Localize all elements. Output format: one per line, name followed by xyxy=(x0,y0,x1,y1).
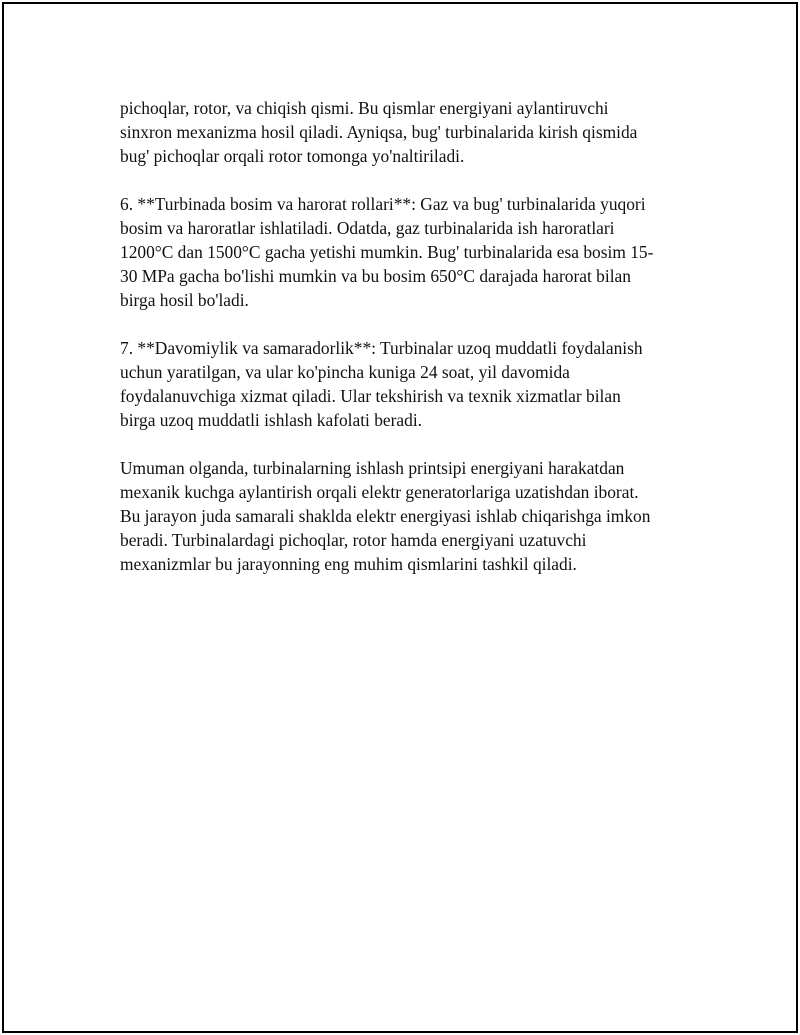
text-line: 30 MPa gacha bo'lishi mumkin va bu bosim 650°C darajada harorat bilan xyxy=(120,266,631,286)
text-line: birga uzoq muddatli ishlash kafolati beradi. xyxy=(120,410,423,430)
paragraph-conclusion xyxy=(120,456,700,576)
text-line: foydalanuvchiga xizmat qiladi. Ular tekshirish va texnik xizmatlar bilan xyxy=(120,386,621,406)
text-line: uchun yaratilgan, va ular ko'pincha kuniga 24 soat, yil davomida xyxy=(120,362,570,382)
text-line: birga hosil bo'ladi. xyxy=(120,290,249,310)
page-frame xyxy=(2,2,798,1033)
paragraph-durability-efficiency xyxy=(120,336,700,432)
text-line: bosim va haroratlar ishlatiladi. Odatda, gaz turbinalarida ish haroratlari xyxy=(120,218,615,238)
text-line: mexanik kuchga aylantirish orqali elektr generatorlariga uzatishdan iborat. xyxy=(120,482,639,502)
text-line: 6. **Turbinada bosim va harorat rollari**: Gaz va bug' turbinalarida yuqori xyxy=(120,194,646,214)
text-line: sinxron mexanizma hosil qiladi. Ayniqsa, bug' turbinalarida kirish qismida xyxy=(120,122,638,142)
text-line: Umuman olganda, turbinalarning ishlash printsipi energiyani harakatdan xyxy=(120,458,625,478)
paragraph-pressure-temperature xyxy=(120,192,700,312)
text-line: pichoqlar, rotor, va chiqish qismi. Bu qismlar energiyani aylantiruvchi xyxy=(120,98,609,118)
text-line: bug' pichoqlar orqali rotor tomonga yo'naltiriladi. xyxy=(120,146,465,166)
paragraph-continuation xyxy=(120,96,700,168)
text-line: 1200°C dan 1500°C gacha yetishi mumkin. Bug' turbinalarida esa bosim 15- xyxy=(120,242,654,262)
text-line: 7. **Davomiylik va samaradorlik**: Turbinalar uzoq muddatli foydalanish xyxy=(120,338,643,358)
document-body xyxy=(120,96,700,600)
text-line: beradi. Turbinalardagi pichoqlar, rotor hamda energiyani uzatuvchi xyxy=(120,530,587,550)
text-line: Bu jarayon juda samarali shaklda elektr energiyasi ishlab chiqarishga imkon xyxy=(120,506,651,526)
text-line: mexanizmlar bu jarayonning eng muhim qismlarini tashkil qiladi. xyxy=(120,554,577,574)
